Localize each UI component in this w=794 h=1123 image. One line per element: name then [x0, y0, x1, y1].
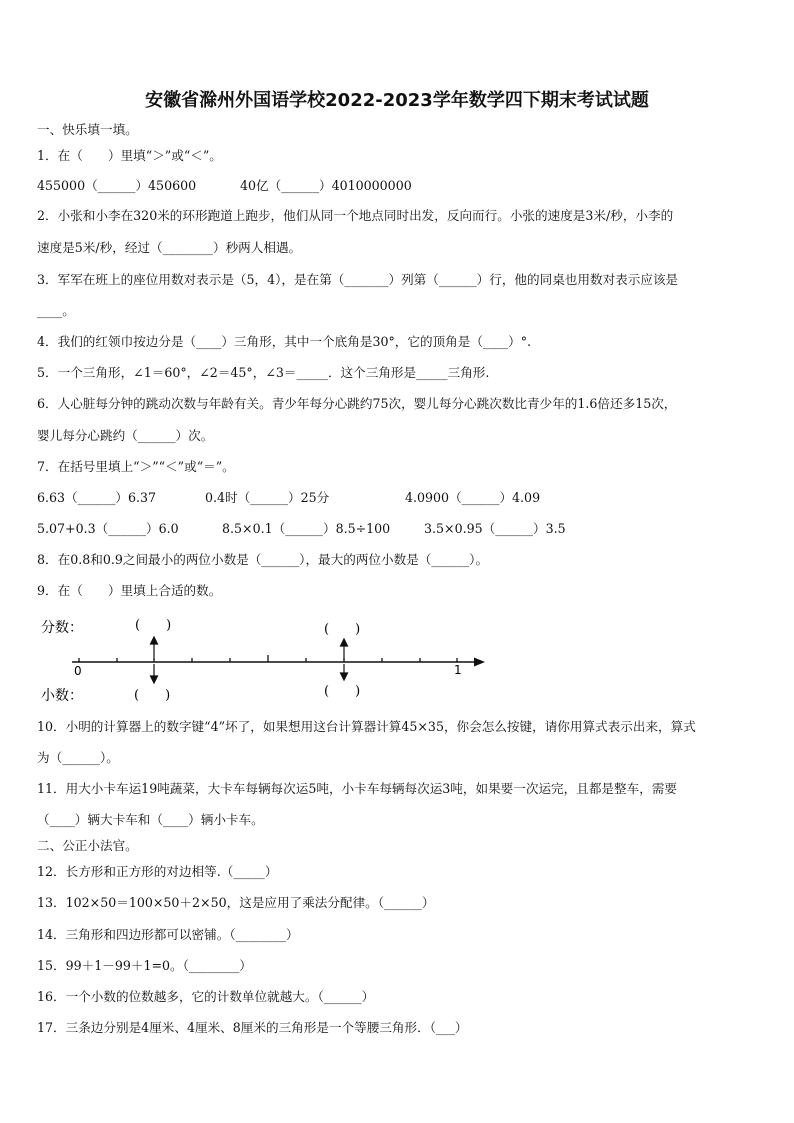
question-8: 8．在0.8和0.9之间最小的两位小数是（______），最大的两位小数是（______）。	[37, 552, 489, 567]
question-17: 17．三条边分别是4厘米、4厘米、8厘米的三角形是一个等腰三角形．（___）	[37, 1020, 468, 1035]
fraction-blank-1: ( )	[135, 618, 172, 633]
question-3-line-2: ____。	[37, 303, 75, 318]
question-7-item: 6.63（______）6.37	[37, 490, 157, 505]
question-1-item-a: 455000（______）450600	[37, 178, 197, 193]
fraction-blank-2: ( )	[324, 622, 361, 637]
question-7: 7．在括号里填上“＞”“＜”或“＝”。	[37, 459, 235, 474]
question-5: 5．一个三角形，∠1＝60°，∠2＝45°，∠3＝_____．这个三角形是_____三角形.	[37, 365, 490, 380]
question-10-line-2: 为（______）。	[37, 750, 119, 765]
question-7-item: 3.5×0.95（______）3.5	[424, 521, 566, 536]
question-12: 12．长方形和正方形的对边相等.（_____）	[37, 864, 278, 879]
arrows-point-a	[151, 637, 158, 683]
decimal-blank-2: ( )	[324, 684, 361, 699]
decimal-label: 小数：	[41, 688, 83, 704]
arrow-up-head	[151, 637, 158, 644]
question-15: 15．99＋1－99＋1=0。（________）	[37, 958, 252, 973]
number-line-figure	[37, 612, 497, 704]
question-6-line-2: 婴儿每分心跳约（______）次。	[37, 428, 214, 443]
question-3-line-1: 3．军军在班上的座位用数对表示是（5，4），是在第（_______）列第（______）行，他的同桌也用数对表示应该是	[37, 272, 679, 287]
arrows-point-b	[341, 639, 348, 680]
arrow-down-head	[341, 673, 348, 680]
section-heading-1: 一、快乐填一填。	[37, 122, 138, 137]
question-1-item-b: 40亿（______）4010000000	[240, 178, 412, 193]
question-4: 4．我们的红领巾按边分是（____）三角形，其中一个底角是30°，它的顶角是（____）°.	[37, 334, 532, 349]
page-title: 安徽省滁州外国语学校2022-2023学年数学四下期末考试试题	[145, 90, 649, 111]
number-line-ticks	[79, 655, 457, 662]
fraction-label: 分数：	[41, 620, 83, 636]
question-6-line-1: 6．人心脏每分钟的跳动次数与年龄有关。青少年每分心跳约75次，婴儿每分心跳次数比青少年的1.6倍还多15次，	[37, 396, 677, 411]
arrow-up-head	[341, 639, 348, 646]
question-11-line-2: （____）辆大卡车和（____）辆小卡车。	[37, 812, 264, 827]
one-label: 1	[454, 663, 462, 677]
section-heading-2: 二、公正小法官。	[37, 838, 138, 853]
decimal-blank-1: ( )	[134, 688, 171, 703]
question-9: 9．在（ ）里填上合适的数。	[37, 583, 222, 598]
question-7-item: 8.5×0.1（______）8.5÷100	[222, 521, 391, 536]
number-line-svg	[37, 612, 497, 704]
question-11-line-1: 11．用大小卡车运19吨蔬菜，大卡车每辆每次运5吨，小卡车每辆每次运3吨，如果要一次运完，且都是整车，需要	[37, 781, 677, 796]
question-10-line-1: 10．小明的计算器上的数字键“4”坏了，如果想用这台计算器计算45×35，你会怎么按键，请你用算式表示出来，算式	[37, 719, 696, 734]
question-2-line-1: 2．小张和小李在320米的环形跑道上跑步，他们从同一个地点同时出发，反向而行。小张的速度是3米/秒，小李的	[37, 208, 674, 223]
question-7-item: 5.07+0.3（______）6.0	[37, 521, 179, 536]
question-14: 14．三角形和四边形都可以密铺。（________）	[37, 927, 299, 942]
question-2-line-2: 速度是5米/秒，经过（________）秒两人相遇。	[37, 240, 302, 255]
question-7-item: 4.0900（______）4.09	[405, 490, 541, 505]
question-7-item: 0.4时（______）25分	[205, 490, 330, 505]
arrow-down-head	[151, 676, 158, 683]
question-13: 13．102×50＝100×50＋2×50，这是应用了乘法分配律。（______）	[37, 895, 435, 910]
zero-label: 0	[74, 664, 82, 678]
number-line-arrowhead	[474, 658, 485, 667]
question-1: 1．在（ ）里填“＞”或“＜”。	[37, 148, 222, 163]
question-16: 16．一个小数的位数越多，它的计数单位就越大。（______）	[37, 989, 375, 1004]
